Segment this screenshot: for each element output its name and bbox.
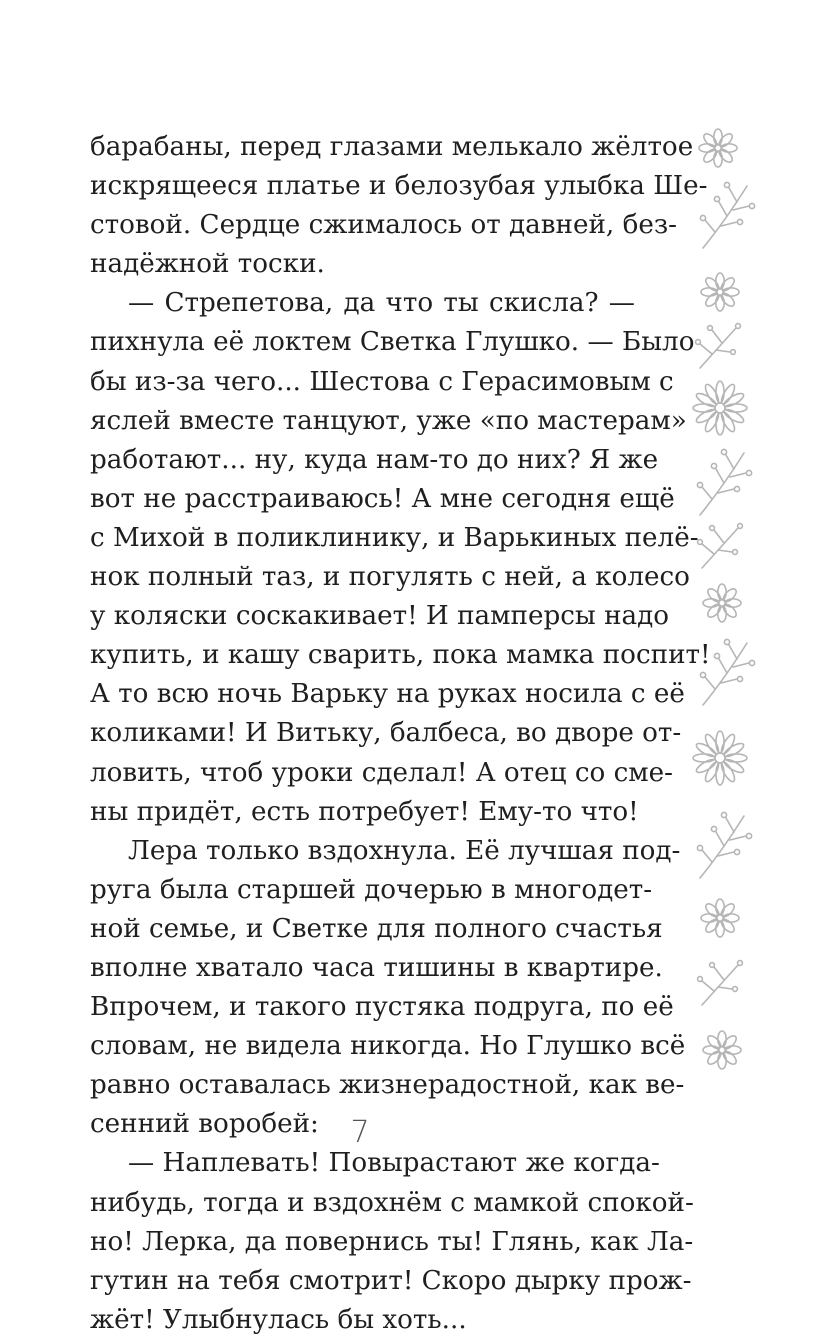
text-line: пихнула её локтем Светка Глушко. — Было <box>90 327 695 358</box>
text-line: Впрочем, и такого пустяка подруга, по её <box>90 992 674 1023</box>
text-line: равно оставалась жизнерадостной, как ве- <box>90 1070 685 1101</box>
text-line: вот не расстраиваюсь! А мне сегодня ещё <box>90 483 675 514</box>
text-line: жёт! Улыбнулась бы хоть... <box>90 1304 467 1335</box>
page-number: 7 <box>350 1115 370 1150</box>
body-text <box>90 128 711 1340</box>
text-line: руга была старшей дочерью в многодет- <box>90 874 653 905</box>
ornament-sprig <box>697 812 751 878</box>
text-line: коликами! И Витьку, балбеса, во дворе от- <box>90 718 682 749</box>
ornament-daisy <box>703 1031 741 1069</box>
text-line: яслей вместе танцуют, уже «по мастерам» <box>90 405 687 436</box>
ornament-sprig <box>700 182 754 248</box>
text-line: гутин на тебя смотрит! Скоро дырку прож- <box>90 1265 692 1296</box>
text-line: надёжной тоски. <box>90 249 325 280</box>
ornament-sprig <box>697 449 751 515</box>
ornament-daisy <box>701 899 739 937</box>
text-line: барабаны, перед глазами мелькало жёлтое <box>90 132 694 162</box>
text-line: А то всю ночь Варьку на руках носила с её <box>90 679 685 710</box>
ornament-twig <box>698 961 743 1005</box>
ornament-twig <box>698 524 743 568</box>
text-line: словам, не видела никогда. Но Глушко всё <box>90 1031 686 1062</box>
text-line: вполне хватало часа тишины в квартире. <box>90 952 663 983</box>
text-line: искрящееся платье и белозубая улыбка Ше- <box>90 171 708 202</box>
text-line: — Стрепетова, да что ты скисла? — <box>128 288 635 319</box>
text-line: нибудь, тогда и вздохнём с мамкой спокой- <box>90 1187 694 1218</box>
text-line: с Михой в поликлинику, и Варькиных пелё- <box>90 522 699 553</box>
text-line: ловить, чтоб уроки сделал! А отец со сме- <box>90 757 673 788</box>
text-line: купить, и кашу сварить, пока мамка поспит! <box>90 640 711 671</box>
ornament-daisy <box>701 273 739 311</box>
text-line: ной семье, и Светке для полного счастья <box>90 913 663 944</box>
text-line: сенний воробей: <box>90 1109 319 1140</box>
text-line: нок полный таз, и погулять с ней, а колесо <box>90 562 690 593</box>
ornament-daisy <box>699 129 737 167</box>
floral-ornament <box>680 118 770 1098</box>
text-line: но! Лерка, да повернись ты! Глянь, как Ла- <box>90 1226 694 1257</box>
ornament-daisy <box>693 381 747 435</box>
text-line: стовой. Сердце сжималось от давней, без- <box>90 210 677 241</box>
text-line: у коляски соскакивает! И памперсы надо <box>90 601 670 632</box>
ornament-daisy <box>703 584 741 622</box>
ornament-daisy <box>693 731 747 785</box>
ornament-sprig <box>700 639 754 705</box>
text-line: Лера только вздохнула. Её лучшая под- <box>128 835 681 866</box>
ornament-twig <box>696 324 741 368</box>
text-line: ны придёт, есть потребует! Ему-то что! <box>90 796 639 827</box>
text-line: работают... ну, куда нам-то до них? Я же <box>90 444 659 475</box>
text-line: — Наплевать! Повырастают же когда- <box>128 1148 660 1179</box>
text-line: бы из-за чего... Шестова с Герасимовым с <box>90 366 674 397</box>
